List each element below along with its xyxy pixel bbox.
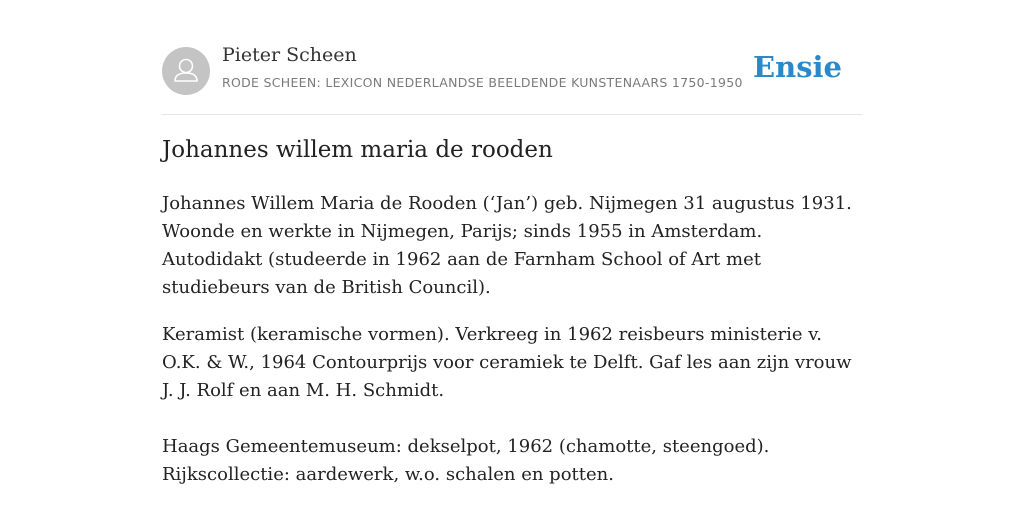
article-paragraph-2: Keramist (keramische vormen). Verkreeg in 1962 reisbeurs ministerie v. O.K. & W., 1964 Contourprijs voor ceramiek te Delft. Gaf les aan zijn vrouw J. J. Rolf en aan M. H. Schmidt.: [162, 324, 852, 401]
source-title[interactable]: RODE SCHEEN: LEXICON NEDERLANDSE BEELDENDE KUNSTENAARS 1750-1950: [222, 75, 743, 90]
article-title: Johannes willem maria de rooden: [162, 137, 553, 163]
page: [162, 0, 862, 485]
ensie-logo[interactable]: Ensie: [753, 50, 842, 84]
article-paragraph-1: Johannes Willem Maria de Rooden (‘Jan’) geb. Nijmegen 31 augustus 1931. Woonde en werkte in Nijmegen, Parijs; sinds 1955 in Amsterdam. Autodidakt (studeerde in 1962 aan de Farnham School of Art met studiebeurs van de British Council).: [162, 193, 852, 298]
user-icon: [162, 47, 210, 95]
article-paragraph-3: Haags Gemeentemuseum: dekselpot, 1962 (chamotte, steengoed). Rijkscollectie: aardewerk, w.o. schalen en potten.: [162, 436, 770, 485]
header: [162, 0, 862, 115]
author-name[interactable]: Pieter Scheen: [222, 44, 357, 66]
author-avatar[interactable]: [162, 47, 210, 95]
